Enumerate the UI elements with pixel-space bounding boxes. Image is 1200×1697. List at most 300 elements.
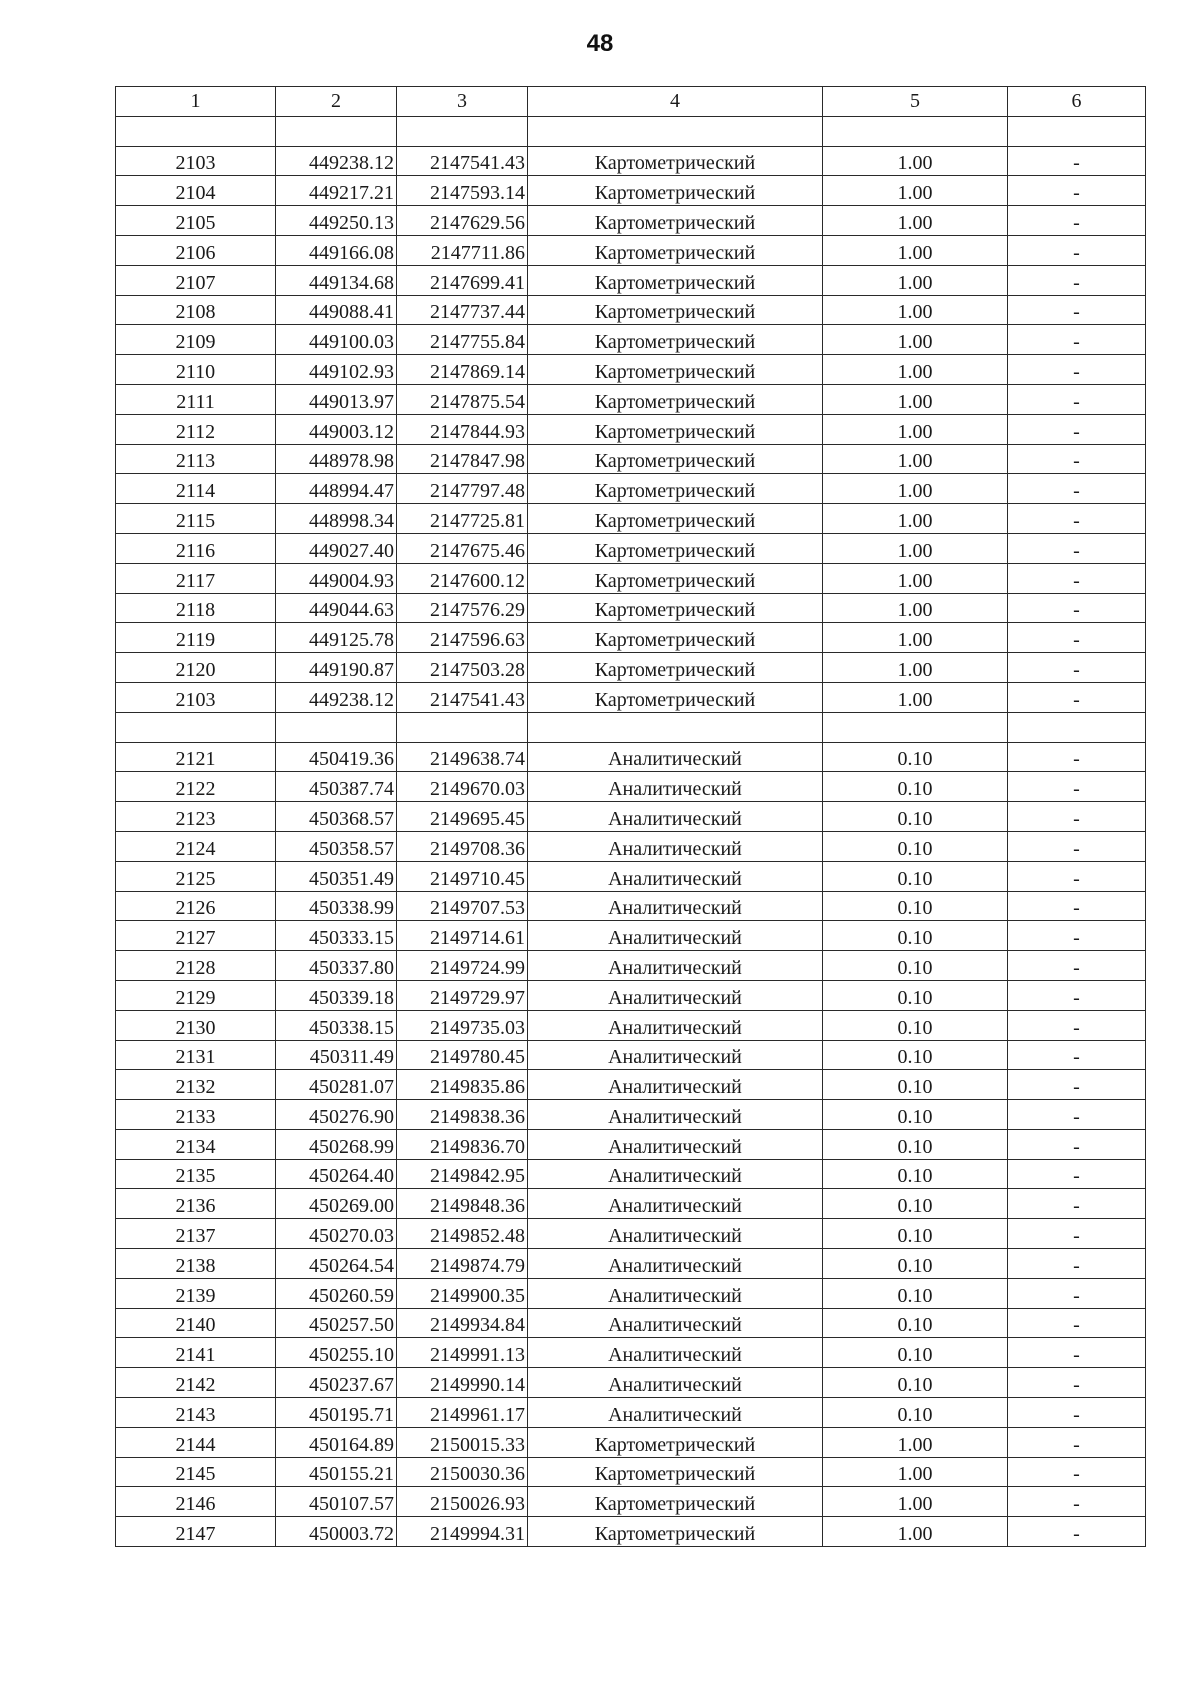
method-cell — [528, 116, 823, 146]
accuracy-cell: 1.00 — [823, 1457, 1008, 1487]
x-coordinate-cell: 450257.50 — [276, 1308, 397, 1338]
accuracy-cell: 1.00 — [823, 1517, 1008, 1547]
method-cell: Картометрический — [528, 295, 823, 325]
point-number-cell: 2136 — [116, 1189, 276, 1219]
accuracy-cell: 0.10 — [823, 861, 1008, 891]
table-row — [116, 384, 1146, 414]
table-row — [116, 1070, 1146, 1100]
y-coordinate-cell — [397, 116, 528, 146]
y-coordinate-cell: 2149714.61 — [397, 921, 528, 951]
accuracy-cell: 0.10 — [823, 1219, 1008, 1249]
note-cell: - — [1008, 1308, 1146, 1338]
x-coordinate-cell: 450338.15 — [276, 1010, 397, 1040]
table-row — [116, 623, 1146, 653]
x-coordinate-cell: 450255.10 — [276, 1338, 397, 1368]
y-coordinate-cell: 2149900.35 — [397, 1278, 528, 1308]
point-number-cell: 2107 — [116, 265, 276, 295]
accuracy-cell: 0.10 — [823, 921, 1008, 951]
x-coordinate-cell: 450270.03 — [276, 1219, 397, 1249]
method-cell: Картометрический — [528, 1427, 823, 1457]
accuracy-cell: 1.00 — [823, 504, 1008, 534]
accuracy-cell: 1.00 — [823, 474, 1008, 504]
method-cell: Аналитический — [528, 1129, 823, 1159]
table-row — [116, 1249, 1146, 1279]
x-coordinate-cell: 449044.63 — [276, 593, 397, 623]
y-coordinate-cell — [397, 712, 528, 742]
point-number-cell: 2123 — [116, 802, 276, 832]
table-row — [116, 772, 1146, 802]
y-coordinate-cell: 2147503.28 — [397, 653, 528, 683]
accuracy-cell: 0.10 — [823, 1249, 1008, 1279]
y-coordinate-cell: 2149852.48 — [397, 1219, 528, 1249]
x-coordinate-cell: 450419.36 — [276, 742, 397, 772]
y-coordinate-cell: 2149836.70 — [397, 1129, 528, 1159]
accuracy-cell: 0.10 — [823, 1338, 1008, 1368]
y-coordinate-cell: 2149735.03 — [397, 1010, 528, 1040]
point-number-cell: 2111 — [116, 384, 276, 414]
y-coordinate-cell: 2149724.99 — [397, 951, 528, 981]
note-cell: - — [1008, 355, 1146, 385]
method-cell: Картометрический — [528, 563, 823, 593]
table-row — [116, 325, 1146, 355]
table-row — [116, 563, 1146, 593]
note-cell: - — [1008, 146, 1146, 176]
point-number-cell: 2124 — [116, 831, 276, 861]
point-number-cell: 2132 — [116, 1070, 276, 1100]
note-cell: - — [1008, 1398, 1146, 1428]
y-coordinate-cell: 2147737.44 — [397, 295, 528, 325]
point-number-cell: 2134 — [116, 1129, 276, 1159]
x-coordinate-cell: 450155.21 — [276, 1457, 397, 1487]
point-number-cell: 2115 — [116, 504, 276, 534]
method-cell: Картометрический — [528, 682, 823, 712]
table-body — [116, 116, 1146, 1546]
x-coordinate-cell — [276, 116, 397, 146]
method-cell: Аналитический — [528, 1010, 823, 1040]
point-number-cell: 2120 — [116, 653, 276, 683]
accuracy-cell: 1.00 — [823, 1427, 1008, 1457]
note-cell — [1008, 712, 1146, 742]
table-row — [116, 1278, 1146, 1308]
x-coordinate-cell: 449102.93 — [276, 355, 397, 385]
accuracy-cell — [823, 712, 1008, 742]
note-cell: - — [1008, 1040, 1146, 1070]
x-coordinate-cell: 450264.54 — [276, 1249, 397, 1279]
x-coordinate-cell: 450268.99 — [276, 1129, 397, 1159]
table-row — [116, 1189, 1146, 1219]
method-cell: Картометрический — [528, 533, 823, 563]
point-number-cell: 2142 — [116, 1368, 276, 1398]
point-number-cell: 2121 — [116, 742, 276, 772]
table-row — [116, 712, 1146, 742]
point-number-cell: 2126 — [116, 891, 276, 921]
note-cell: - — [1008, 504, 1146, 534]
x-coordinate-cell: 449013.97 — [276, 384, 397, 414]
note-cell: - — [1008, 742, 1146, 772]
note-cell: - — [1008, 772, 1146, 802]
accuracy-cell: 0.10 — [823, 1368, 1008, 1398]
y-coordinate-cell: 2149670.03 — [397, 772, 528, 802]
method-cell: Картометрический — [528, 1517, 823, 1547]
point-number-cell: 2109 — [116, 325, 276, 355]
y-coordinate-cell: 2147711.86 — [397, 235, 528, 265]
table-row — [116, 951, 1146, 981]
table-row — [116, 593, 1146, 623]
table-row — [116, 802, 1146, 832]
point-number-cell: 2143 — [116, 1398, 276, 1428]
table-row — [116, 1129, 1146, 1159]
method-cell: Картометрический — [528, 206, 823, 236]
method-cell: Картометрический — [528, 593, 823, 623]
accuracy-cell: 0.10 — [823, 951, 1008, 981]
accuracy-cell: 0.10 — [823, 1040, 1008, 1070]
point-number-cell: 2130 — [116, 1010, 276, 1040]
point-number-cell: 2113 — [116, 444, 276, 474]
x-coordinate-cell: 450368.57 — [276, 802, 397, 832]
x-coordinate-cell: 448998.34 — [276, 504, 397, 534]
x-coordinate-cell: 450195.71 — [276, 1398, 397, 1428]
note-cell: - — [1008, 235, 1146, 265]
accuracy-cell: 1.00 — [823, 563, 1008, 593]
note-cell: - — [1008, 265, 1146, 295]
point-number-cell: 2110 — [116, 355, 276, 385]
accuracy-cell: 1.00 — [823, 1487, 1008, 1517]
method-cell: Аналитический — [528, 1189, 823, 1219]
y-coordinate-cell: 2149835.86 — [397, 1070, 528, 1100]
y-coordinate-cell: 2149707.53 — [397, 891, 528, 921]
accuracy-cell: 0.10 — [823, 1308, 1008, 1338]
y-coordinate-cell: 2147600.12 — [397, 563, 528, 593]
table-row — [116, 1040, 1146, 1070]
point-number-cell: 2127 — [116, 921, 276, 951]
method-cell: Аналитический — [528, 1040, 823, 1070]
x-coordinate-cell: 449004.93 — [276, 563, 397, 593]
x-coordinate-cell: 448994.47 — [276, 474, 397, 504]
x-coordinate-cell: 450337.80 — [276, 951, 397, 981]
x-coordinate-cell: 449238.12 — [276, 682, 397, 712]
x-coordinate-cell: 449250.13 — [276, 206, 397, 236]
y-coordinate-cell: 2149729.97 — [397, 980, 528, 1010]
note-cell: - — [1008, 891, 1146, 921]
method-cell: Картометрический — [528, 235, 823, 265]
x-coordinate-cell: 450264.40 — [276, 1159, 397, 1189]
note-cell: - — [1008, 623, 1146, 653]
method-cell: Картометрический — [528, 146, 823, 176]
accuracy-cell: 1.00 — [823, 384, 1008, 414]
x-coordinate-cell: 449190.87 — [276, 653, 397, 683]
table-row — [116, 1010, 1146, 1040]
note-cell: - — [1008, 325, 1146, 355]
note-cell: - — [1008, 414, 1146, 444]
point-number-cell: 2117 — [116, 563, 276, 593]
method-cell: Аналитический — [528, 772, 823, 802]
table-row — [116, 474, 1146, 504]
table-row — [116, 355, 1146, 385]
y-coordinate-cell: 2147725.81 — [397, 504, 528, 534]
column-header-5: 5 — [823, 87, 1008, 117]
table-row — [116, 206, 1146, 236]
note-cell: - — [1008, 1278, 1146, 1308]
method-cell: Аналитический — [528, 951, 823, 981]
point-number-cell: 2131 — [116, 1040, 276, 1070]
method-cell: Аналитический — [528, 1219, 823, 1249]
x-coordinate-cell: 450003.72 — [276, 1517, 397, 1547]
table-row — [116, 533, 1146, 563]
point-number-cell: 2125 — [116, 861, 276, 891]
x-coordinate-cell: 449088.41 — [276, 295, 397, 325]
accuracy-cell: 0.10 — [823, 1070, 1008, 1100]
note-cell: - — [1008, 1100, 1146, 1130]
accuracy-cell: 1.00 — [823, 176, 1008, 206]
table-row — [116, 1517, 1146, 1547]
accuracy-cell: 0.10 — [823, 980, 1008, 1010]
y-coordinate-cell: 2149848.36 — [397, 1189, 528, 1219]
point-number-cell: 2147 — [116, 1517, 276, 1547]
point-number-cell: 2140 — [116, 1308, 276, 1338]
column-header-6: 6 — [1008, 87, 1146, 117]
point-number-cell: 2106 — [116, 235, 276, 265]
accuracy-cell: 0.10 — [823, 1159, 1008, 1189]
point-number-cell: 2144 — [116, 1427, 276, 1457]
y-coordinate-cell: 2147541.43 — [397, 682, 528, 712]
note-cell: - — [1008, 295, 1146, 325]
method-cell: Аналитический — [528, 1368, 823, 1398]
table-row — [116, 504, 1146, 534]
note-cell: - — [1008, 653, 1146, 683]
point-number-cell — [116, 116, 276, 146]
x-coordinate-cell: 450164.89 — [276, 1427, 397, 1457]
table-row — [116, 1338, 1146, 1368]
y-coordinate-cell: 2149638.74 — [397, 742, 528, 772]
table-row — [116, 1457, 1146, 1487]
table-header — [116, 87, 1146, 117]
accuracy-cell: 1.00 — [823, 623, 1008, 653]
point-number-cell: 2128 — [116, 951, 276, 981]
accuracy-cell: 0.10 — [823, 802, 1008, 832]
note-cell: - — [1008, 1189, 1146, 1219]
point-number-cell: 2137 — [116, 1219, 276, 1249]
table-row — [116, 176, 1146, 206]
method-cell: Аналитический — [528, 831, 823, 861]
method-cell: Аналитический — [528, 1398, 823, 1428]
table-row — [116, 891, 1146, 921]
y-coordinate-cell: 2147755.84 — [397, 325, 528, 355]
table-row — [116, 235, 1146, 265]
method-cell: Аналитический — [528, 1159, 823, 1189]
note-cell: - — [1008, 206, 1146, 236]
x-coordinate-cell: 449217.21 — [276, 176, 397, 206]
point-number-cell: 2103 — [116, 146, 276, 176]
accuracy-cell — [823, 116, 1008, 146]
method-cell: Аналитический — [528, 802, 823, 832]
table-row — [116, 921, 1146, 951]
note-cell: - — [1008, 831, 1146, 861]
y-coordinate-cell: 2149990.14 — [397, 1368, 528, 1398]
accuracy-cell: 1.00 — [823, 593, 1008, 623]
table-row — [116, 444, 1146, 474]
y-coordinate-cell: 2147593.14 — [397, 176, 528, 206]
table-row — [116, 1308, 1146, 1338]
table-row — [116, 831, 1146, 861]
point-number-cell: 2135 — [116, 1159, 276, 1189]
point-number-cell: 2145 — [116, 1457, 276, 1487]
y-coordinate-cell: 2147797.48 — [397, 474, 528, 504]
point-number-cell: 2116 — [116, 533, 276, 563]
method-cell: Картометрический — [528, 176, 823, 206]
y-coordinate-cell: 2149934.84 — [397, 1308, 528, 1338]
note-cell: - — [1008, 921, 1146, 951]
note-cell: - — [1008, 861, 1146, 891]
x-coordinate-cell: 449134.68 — [276, 265, 397, 295]
y-coordinate-cell: 2149991.13 — [397, 1338, 528, 1368]
y-coordinate-cell: 2149842.95 — [397, 1159, 528, 1189]
note-cell: - — [1008, 951, 1146, 981]
note-cell: - — [1008, 1517, 1146, 1547]
note-cell: - — [1008, 1159, 1146, 1189]
y-coordinate-cell: 2147629.56 — [397, 206, 528, 236]
note-cell: - — [1008, 593, 1146, 623]
column-header-3: 3 — [397, 87, 528, 117]
method-cell: Аналитический — [528, 921, 823, 951]
header-row — [116, 87, 1146, 117]
y-coordinate-cell: 2147844.93 — [397, 414, 528, 444]
accuracy-cell: 1.00 — [823, 533, 1008, 563]
accuracy-cell: 0.10 — [823, 1100, 1008, 1130]
x-coordinate-cell: 449100.03 — [276, 325, 397, 355]
note-cell: - — [1008, 980, 1146, 1010]
accuracy-cell: 0.10 — [823, 742, 1008, 772]
method-cell: Аналитический — [528, 1100, 823, 1130]
accuracy-cell: 0.10 — [823, 1010, 1008, 1040]
accuracy-cell: 1.00 — [823, 265, 1008, 295]
x-coordinate-cell: 450339.18 — [276, 980, 397, 1010]
point-number-cell: 2108 — [116, 295, 276, 325]
y-coordinate-cell: 2149961.17 — [397, 1398, 528, 1428]
y-coordinate-cell: 2147699.41 — [397, 265, 528, 295]
point-number-cell: 2146 — [116, 1487, 276, 1517]
method-cell: Аналитический — [528, 891, 823, 921]
note-cell: - — [1008, 384, 1146, 414]
table-row — [116, 116, 1146, 146]
column-header-1: 1 — [116, 87, 276, 117]
coordinates-table — [115, 86, 1146, 1547]
method-cell: Картометрический — [528, 355, 823, 385]
x-coordinate-cell: 450276.90 — [276, 1100, 397, 1130]
accuracy-cell: 1.00 — [823, 295, 1008, 325]
method-cell: Картометрический — [528, 504, 823, 534]
table-row — [116, 1487, 1146, 1517]
accuracy-cell: 0.10 — [823, 1189, 1008, 1219]
column-header-2: 2 — [276, 87, 397, 117]
note-cell: - — [1008, 444, 1146, 474]
method-cell: Аналитический — [528, 1070, 823, 1100]
method-cell: Аналитический — [528, 1338, 823, 1368]
method-cell: Картометрический — [528, 1457, 823, 1487]
y-coordinate-cell: 2147541.43 — [397, 146, 528, 176]
y-coordinate-cell: 2147675.46 — [397, 533, 528, 563]
accuracy-cell: 0.10 — [823, 772, 1008, 802]
method-cell — [528, 712, 823, 742]
y-coordinate-cell: 2147869.14 — [397, 355, 528, 385]
x-coordinate-cell: 450107.57 — [276, 1487, 397, 1517]
point-number-cell: 2141 — [116, 1338, 276, 1368]
point-number-cell: 2139 — [116, 1278, 276, 1308]
y-coordinate-cell: 2149710.45 — [397, 861, 528, 891]
table-row — [116, 742, 1146, 772]
note-cell: - — [1008, 802, 1146, 832]
y-coordinate-cell: 2150015.33 — [397, 1427, 528, 1457]
method-cell: Картометрический — [528, 325, 823, 355]
point-number-cell: 2114 — [116, 474, 276, 504]
table-row — [116, 1100, 1146, 1130]
accuracy-cell: 0.10 — [823, 1398, 1008, 1428]
note-cell: - — [1008, 1427, 1146, 1457]
point-number-cell — [116, 712, 276, 742]
x-coordinate-cell: 450387.74 — [276, 772, 397, 802]
method-cell: Аналитический — [528, 980, 823, 1010]
note-cell: - — [1008, 1487, 1146, 1517]
x-coordinate-cell — [276, 712, 397, 742]
method-cell: Картометрический — [528, 1487, 823, 1517]
accuracy-cell: 1.00 — [823, 414, 1008, 444]
note-cell: - — [1008, 1249, 1146, 1279]
table-row — [116, 1427, 1146, 1457]
x-coordinate-cell: 449125.78 — [276, 623, 397, 653]
method-cell: Картометрический — [528, 653, 823, 683]
accuracy-cell: 1.00 — [823, 325, 1008, 355]
method-cell: Аналитический — [528, 1278, 823, 1308]
accuracy-cell: 1.00 — [823, 444, 1008, 474]
accuracy-cell: 1.00 — [823, 206, 1008, 236]
x-coordinate-cell: 449027.40 — [276, 533, 397, 563]
note-cell — [1008, 116, 1146, 146]
y-coordinate-cell: 2147875.54 — [397, 384, 528, 414]
note-cell: - — [1008, 682, 1146, 712]
method-cell: Картометрический — [528, 414, 823, 444]
y-coordinate-cell: 2150026.93 — [397, 1487, 528, 1517]
y-coordinate-cell: 2147576.29 — [397, 593, 528, 623]
point-number-cell: 2133 — [116, 1100, 276, 1130]
y-coordinate-cell: 2149874.79 — [397, 1249, 528, 1279]
table-row — [116, 1219, 1146, 1249]
method-cell: Картометрический — [528, 444, 823, 474]
table-row — [116, 861, 1146, 891]
y-coordinate-cell: 2149708.36 — [397, 831, 528, 861]
accuracy-cell: 1.00 — [823, 235, 1008, 265]
point-number-cell: 2122 — [116, 772, 276, 802]
table-row — [116, 414, 1146, 444]
x-coordinate-cell: 449166.08 — [276, 235, 397, 265]
note-cell: - — [1008, 1070, 1146, 1100]
y-coordinate-cell: 2147596.63 — [397, 623, 528, 653]
x-coordinate-cell: 450269.00 — [276, 1189, 397, 1219]
x-coordinate-cell: 450311.49 — [276, 1040, 397, 1070]
point-number-cell: 2104 — [116, 176, 276, 206]
x-coordinate-cell: 450260.59 — [276, 1278, 397, 1308]
x-coordinate-cell: 450281.07 — [276, 1070, 397, 1100]
accuracy-cell: 1.00 — [823, 355, 1008, 385]
y-coordinate-cell: 2150030.36 — [397, 1457, 528, 1487]
method-cell: Картометрический — [528, 265, 823, 295]
x-coordinate-cell: 450358.57 — [276, 831, 397, 861]
method-cell: Аналитический — [528, 861, 823, 891]
y-coordinate-cell: 2147847.98 — [397, 444, 528, 474]
point-number-cell: 2112 — [116, 414, 276, 444]
accuracy-cell: 1.00 — [823, 682, 1008, 712]
table-row — [116, 1368, 1146, 1398]
accuracy-cell: 0.10 — [823, 1278, 1008, 1308]
point-number-cell: 2138 — [116, 1249, 276, 1279]
